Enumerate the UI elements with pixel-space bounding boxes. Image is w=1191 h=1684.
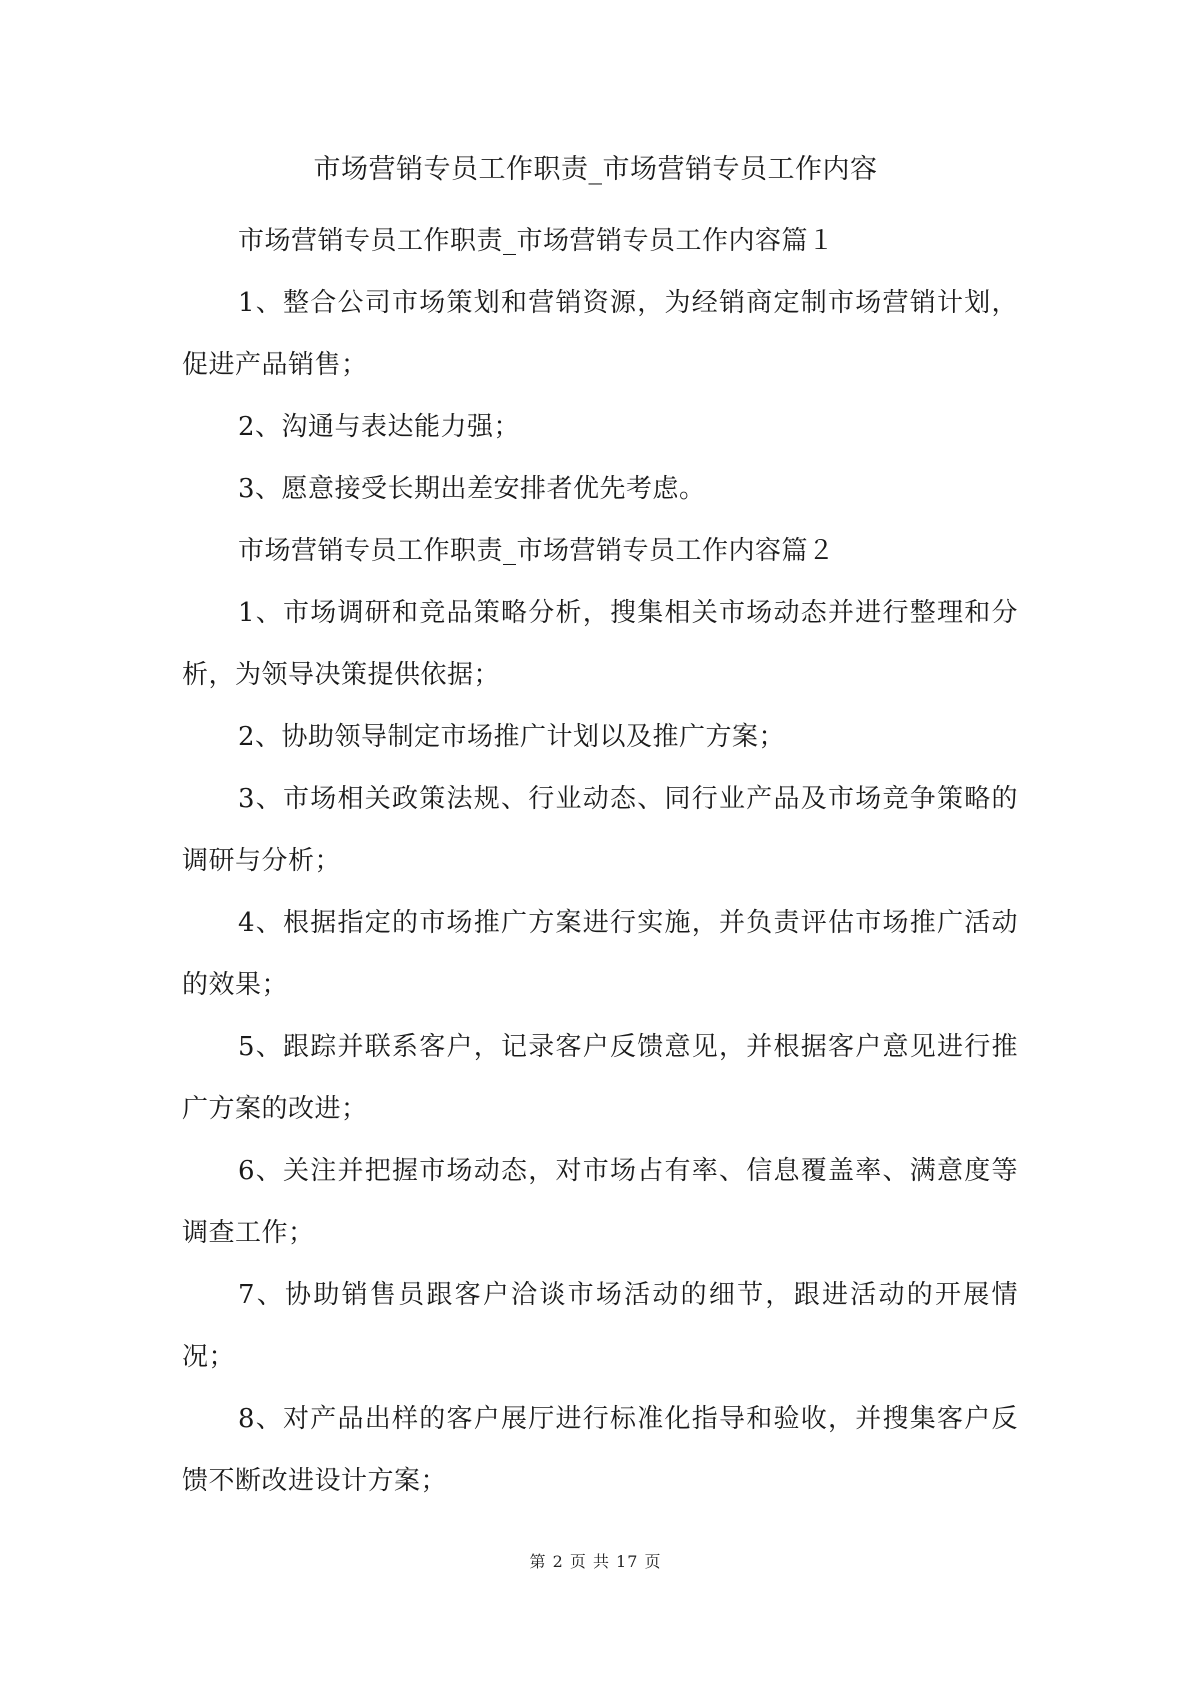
paragraph-2-4: 4、根据指定的市场推广方案进行实施，并负责评估市场推广活动的效果； — [182, 908, 1018, 1000]
paragraph-2-2: 2、协助领导制定市场推广计划以及推广方案； — [238, 722, 786, 752]
section-heading-2: 市场营销专员工作职责_市场营销专员工作内容篇２ — [238, 536, 835, 566]
document-title: 市场营销专员工作职责_市场营销专员工作内容 — [313, 154, 878, 185]
page-number-footer: 第 2 页 共 17 页 — [529, 1552, 662, 1571]
paragraph-1-3: 3、愿意接受长期出差安排者优先考虑。 — [238, 474, 706, 504]
paragraph-1-1: 1、整合公司市场策划和营销资源，为经销商定制市场营销计划，促进产品销售； — [182, 288, 1018, 380]
paragraph-2-7: 7、协助销售员跟客户洽谈市场活动的细节，跟进活动的开展情况； — [182, 1280, 1018, 1372]
paragraph-2-5: 5、跟踪并联系客户，记录客户反馈意见，并根据客户意见进行推广方案的改进； — [182, 1032, 1018, 1124]
paragraph-2-6: 6、关注并把握市场动态，对市场占有率、信息覆盖率、满意度等调查工作； — [182, 1156, 1018, 1248]
section-heading-1: 市场营销专员工作职责_市场营销专员工作内容篇１ — [238, 226, 835, 256]
paragraph-2-1: 1、市场调研和竞品策略分析，搜集相关市场动态并进行整理和分析，为领导决策提供依据； — [182, 598, 1018, 690]
paragraph-1-2: 2、沟通与表达能力强； — [238, 412, 521, 442]
paragraph-2-8: 8、对产品出样的客户展厅进行标准化指导和验收，并搜集客户反馈不断改进设计方案； — [182, 1404, 1018, 1496]
document-body — [182, 210, 1018, 1512]
paragraph-2-3: 3、市场相关政策法规、行业动态、同行业产品及市场竞争策略的调研与分析； — [182, 784, 1018, 876]
